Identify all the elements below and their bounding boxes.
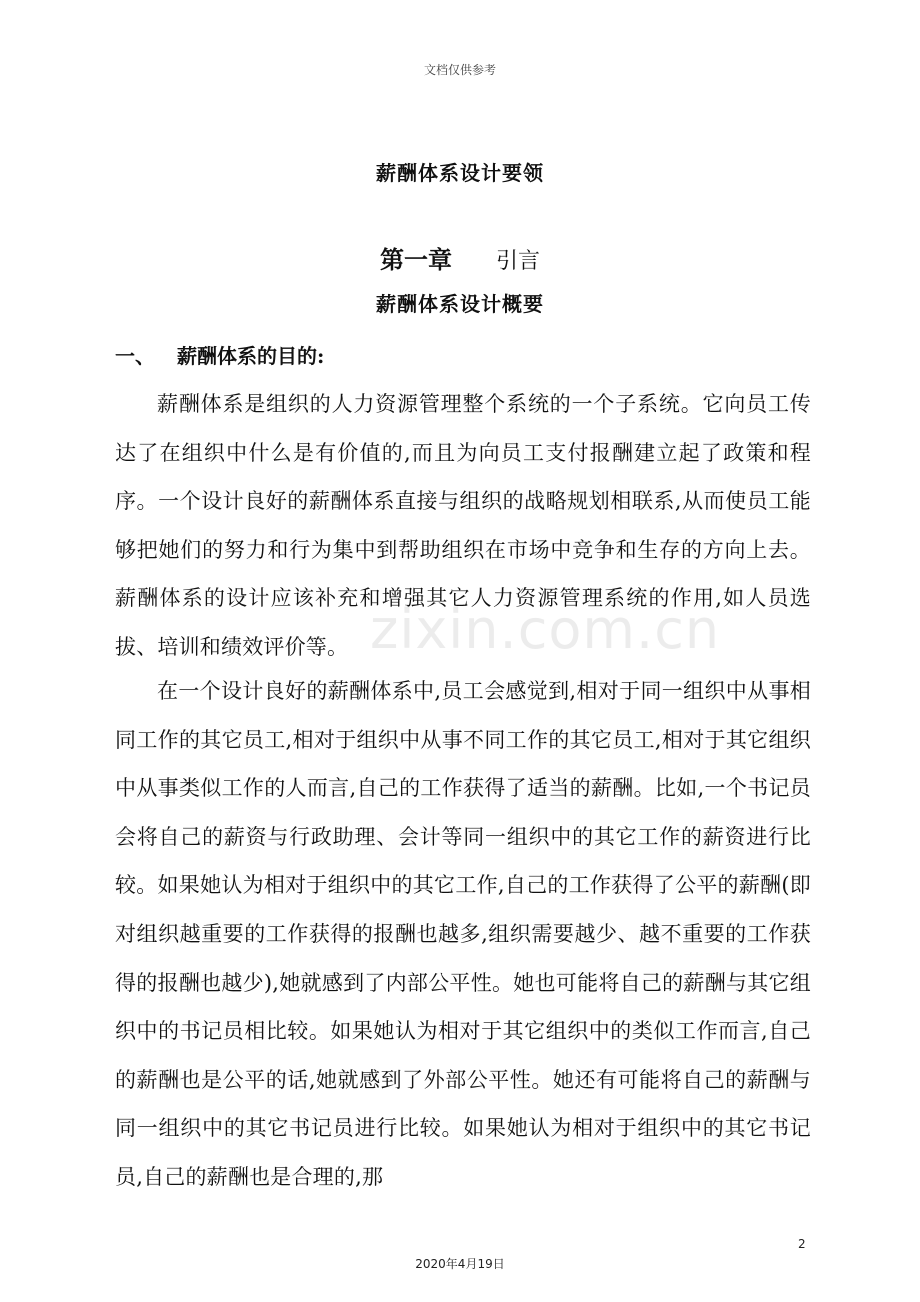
section-heading bbox=[115, 340, 324, 369]
watermark: zixin.com.cn bbox=[370, 598, 721, 661]
footer-date: 2020年4月19日 bbox=[415, 1257, 505, 1271]
chapter-heading bbox=[0, 240, 920, 275]
chapter-label: 第一章 bbox=[379, 246, 452, 274]
section-number: 一、 bbox=[115, 344, 155, 368]
section-title: 薪酬体系的目的: bbox=[177, 344, 325, 368]
chapter-name: 引言 bbox=[495, 249, 540, 274]
header-note: 文档仅供参考 bbox=[423, 63, 496, 77]
page-number: 2 bbox=[798, 1237, 806, 1251]
document-subtitle: 薪酬体系设计概要 bbox=[376, 292, 544, 316]
document-title: 薪酬体系设计要领 bbox=[376, 161, 544, 185]
body-paragraph: 在一个设计良好的薪酬体系中,员工会感觉到,相对于同一组织中从事相同工作的其它员工,相对于组织中从事不同工作的其它员工,相对于其它组织中从事类似工作的人而言,自己的工作获得了适当的薪酬。比如,一个书记员会将自己的薪资与行政助理、会计等同一组织中的其它工作的薪资进行比较。如果她认为相对于组织中的其它工作,自己的工作获得了公平的薪酬(即对组织越重要的工作获得的报酬也越多,组织需要越少、越不重要的工作获得的报酬也越少),她就感到了内部公平性。她也可能将自己的薪酬与其它组织中的书记员相比较。如果她认为相对于其它组织中的类似工作而言,自己的薪酬也是公平的话,她就感到了外部公平性。她还有可能将自己的薪酬与同一组织中的其它书记员进行比较。如果她认为相对于组织中的其它书记员,自己的薪酬也是合理的,那 bbox=[115, 679, 811, 1189]
body-paragraph: 薪酬体系是组织的人力资源管理整个系统的一个子系统。它向员工传达了在组织中什么是有价值的,而且为向员工支付报酬建立起了政策和程序。一个设计良好的薪酬体系直接与组织的战略规划相联系,从而使员工能够把她们的努力和行为集中到帮助组织在市场中竞争和生存的方向上去。薪酬体系的设计应该补充和增强其它人力资源管理系统的作用,如人员选拔、培训和绩效评价等。 bbox=[115, 392, 811, 659]
